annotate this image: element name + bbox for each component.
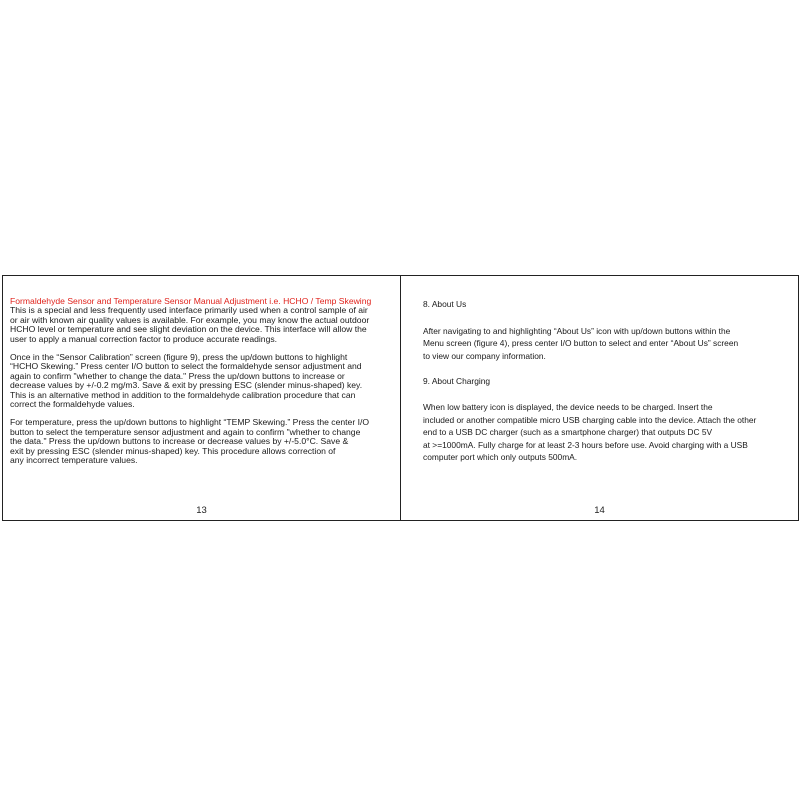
text-line: Once in the “Sensor Calibration” screen (figure 9), press the up/down buttons to highlight: [10, 352, 348, 363]
manual-page-14: [401, 276, 798, 520]
paragraph-about-us: [423, 325, 798, 363]
text-line: or air with known air quality values is available. For example, you may know the actual outdoor: [10, 314, 370, 325]
text-line: “HCHO Skewing.” Press center I/O button to select the formaldehyde sensor adjustment and: [10, 361, 362, 372]
manual-page-13: [3, 276, 401, 520]
paragraph-hcho-skewing: [10, 353, 400, 409]
manual-spread: [2, 275, 799, 521]
text-line: to view our company information.: [423, 350, 546, 361]
text-line: end to a USB DC charger (such as a smartphone charger) that outputs DC 5V: [423, 427, 713, 438]
section-heading-hcho-temp-skewing: Formaldehyde Sensor and Temperature Sensor Manual Adjustment i.e. HCHO / Temp Skewing: [10, 296, 372, 306]
paragraph-temp-skewing: [10, 418, 400, 465]
text-line: HCHO level or temperature and see slight deviation on the device. This interface will allow the: [10, 324, 367, 335]
paragraph-about-charging: [423, 401, 798, 464]
text-line: decrease values by +/-0.2 mg/m3. Save & exit by pressing ESC (slender minus-shaped) key.: [10, 380, 363, 391]
text-line: the data." Press the up/down buttons to increase or decrease values by +/-5.0°C. Save &: [10, 436, 349, 447]
text-line: user to apply a manual correction factor to produce accurate readings.: [10, 333, 278, 344]
page-number: 14: [594, 505, 605, 516]
section-title-about-us: 8. About Us: [423, 299, 467, 309]
text-line: Menu screen (figure 4), press center I/O button to select and enter “About Us” screen: [423, 338, 739, 349]
text-line: again to confirm "whether to change the data." Press the up/down buttons to increase or: [10, 370, 345, 381]
text-line: After navigating to and highlighting “About Us” icon with up/down buttons within the: [423, 325, 731, 336]
text-line: any incorrect temperature values.: [10, 455, 138, 466]
paragraph-spacer: [423, 362, 798, 375]
paragraph-spacer: [423, 388, 798, 401]
text-line: computer port which only outputs 500mA.: [423, 452, 578, 463]
paragraph-intro: [10, 306, 400, 344]
text-line: For temperature, press the up/down buttons to highlight “TEMP Skewing.” Press the center I/O: [10, 417, 370, 428]
section-title-about-charging: 9. About Charging: [423, 376, 491, 387]
text-line: included or another compatible micro USB charging cable into the device. Attach the other: [423, 414, 757, 425]
text-line: correct the formaldehyde values.: [10, 399, 135, 410]
text-line: button to select the temperature sensor adjustment and again to confirm "whether to change: [10, 426, 361, 437]
text-line: at >=1000mA. Fully charge for at least 2-3 hours before use. Avoid charging with a USB: [423, 439, 748, 450]
page-number: 13: [196, 505, 207, 516]
text-line: exit by pressing ESC (slender minus-shaped) key. This procedure allows correction of: [10, 445, 336, 456]
text-line: When low battery icon is displayed, the device needs to be charged. Insert the: [423, 401, 713, 412]
paragraph-spacer: [423, 311, 798, 325]
text-line: This is a special and less frequently used interface primarily used when a control sample of air: [10, 305, 368, 316]
text-line: This is an alternative method in addition to the formaldehyde calibration procedure that can: [10, 389, 356, 400]
